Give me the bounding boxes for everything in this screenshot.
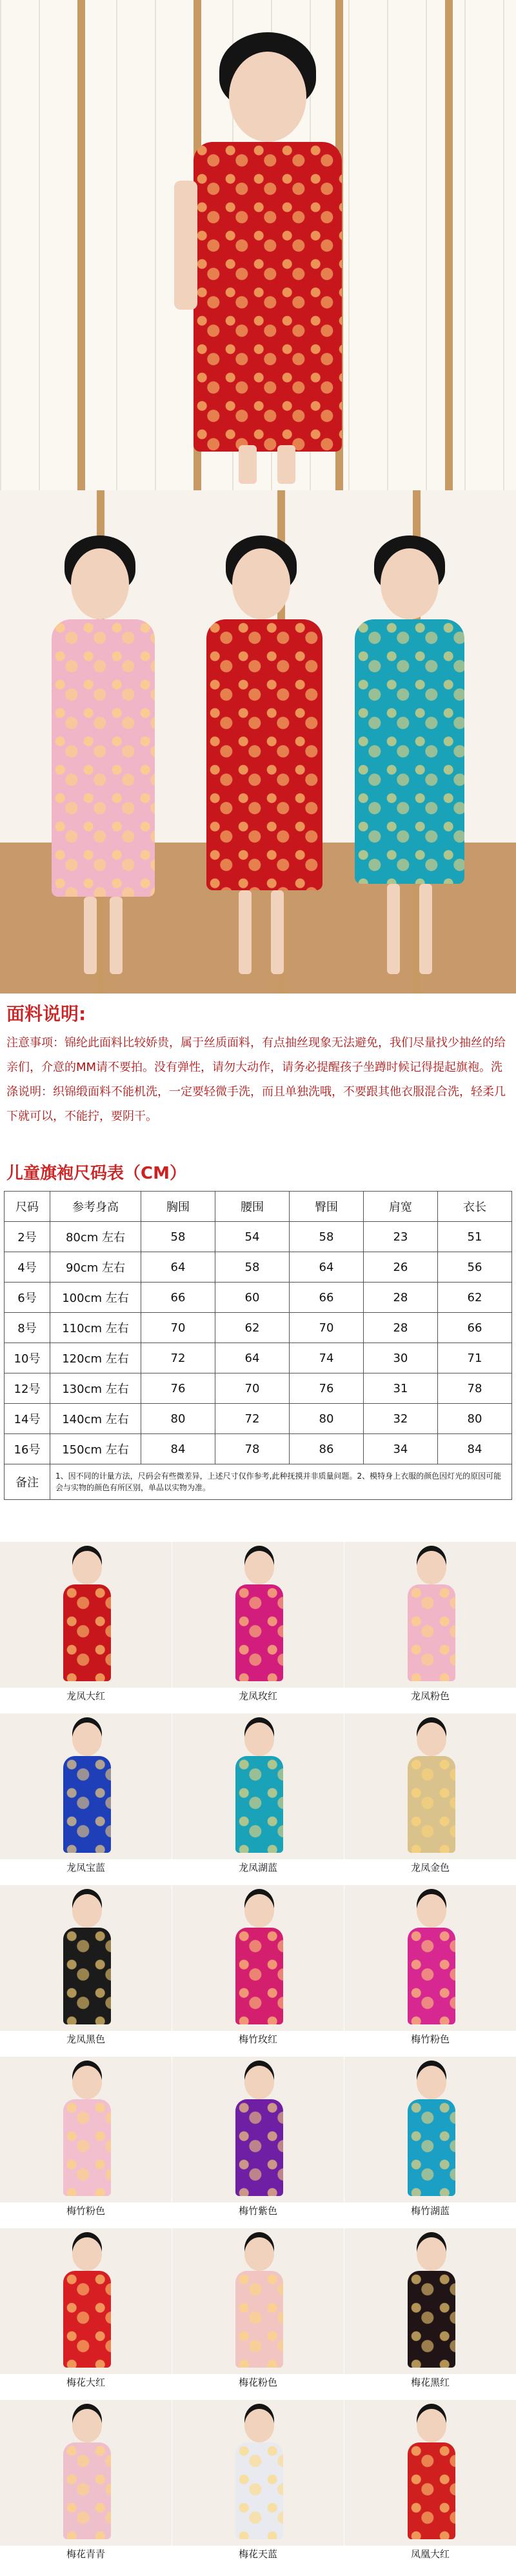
- variant-label: 梅竹紫色: [238, 2205, 277, 2217]
- variant-photo: [0, 2057, 172, 2202]
- variant-card[interactable]: [172, 1542, 344, 1713]
- header-hip: 臀围: [289, 1192, 363, 1222]
- variant-label: 梅花大红: [66, 2377, 105, 2388]
- table-cell: 100cm 左右: [50, 1283, 141, 1313]
- table-cell: 4号: [5, 1252, 50, 1283]
- hero-photo-single: [0, 0, 516, 490]
- table-cell: 26: [363, 1252, 437, 1283]
- variant-label: 梅竹玫红: [238, 2033, 277, 2045]
- table-cell: 140cm 左右: [50, 1404, 141, 1434]
- dress-swatch: [235, 1756, 283, 1853]
- table-cell: 76: [289, 1373, 363, 1404]
- variant-card[interactable]: [344, 1713, 516, 1885]
- model-girl: [402, 1894, 461, 2031]
- dress-swatch: [235, 2271, 283, 2368]
- variant-card[interactable]: [0, 1713, 172, 1885]
- table-cell: 2号: [5, 1222, 50, 1252]
- model-girl: [58, 2237, 116, 2374]
- variant-label: 梅竹粉色: [66, 2205, 105, 2217]
- model-girl: [230, 2237, 288, 2374]
- table-cell: 74: [289, 1343, 363, 1373]
- table-cell: 90cm 左右: [50, 1252, 141, 1283]
- model-girl-red: [194, 529, 335, 981]
- dress-swatch: [408, 1928, 455, 2024]
- table-cell: 80cm 左右: [50, 1222, 141, 1252]
- dress-swatch: [408, 2442, 455, 2539]
- model-girl-pink: [39, 529, 168, 981]
- model-girl: [230, 2409, 288, 2546]
- table-cell: 62: [437, 1283, 511, 1313]
- table-cell: 72: [141, 1343, 215, 1373]
- model-girl: [402, 1551, 461, 1688]
- remark-row: [5, 1464, 512, 1500]
- variant-label: 龙凤大红: [66, 1690, 105, 1702]
- table-cell: 66: [141, 1283, 215, 1313]
- dress-swatch: [408, 2099, 455, 2196]
- table-cell: 70: [141, 1313, 215, 1343]
- table-cell: 31: [363, 1373, 437, 1404]
- table-cell: 12号: [5, 1373, 50, 1404]
- fabric-title: 面料说明:: [6, 1003, 86, 1024]
- fabric-description: 注意事项：锦纶此面料比较娇贵，属于丝质面料，有点抽丝现象无法避免，我们尽量找少抽丝的给亲们，介意的MM请不要拍。没有弹性，请勿大动作，请务必提醒孩子坐蹲时候记得提起旗袍。洗涤说明：织锦缎面料不能机洗，一定要轻微手洗，而且单独洗哦，不要跟其他衣服混合洗，轻柔几下就可以，不能拧，要阴干。: [6, 1036, 506, 1123]
- table-cell: 84: [141, 1434, 215, 1464]
- model-girl: [402, 2066, 461, 2202]
- table-cell: 86: [289, 1434, 363, 1464]
- header-waist: 腰围: [215, 1192, 289, 1222]
- header-length: 衣长: [437, 1192, 511, 1222]
- variant-photo: [172, 1885, 344, 2031]
- variant-grid: [0, 1542, 516, 2576]
- table-cell: 23: [363, 1222, 437, 1252]
- table-cell: 30: [363, 1343, 437, 1373]
- dress-swatch: [235, 2442, 283, 2539]
- variant-label: 龙凤金色: [410, 1862, 450, 1873]
- model-girl: [58, 1894, 116, 2031]
- table-cell: 58: [141, 1222, 215, 1252]
- variant-photo: [0, 1713, 172, 1859]
- model-girl: [230, 1551, 288, 1688]
- variant-label: 龙凤湖蓝: [238, 1862, 277, 1873]
- table-cell: 34: [363, 1434, 437, 1464]
- variant-photo: [344, 1542, 516, 1688]
- header-height: 参考身高: [50, 1192, 141, 1222]
- table-cell: 150cm 左右: [50, 1434, 141, 1464]
- dress-swatch: [408, 2271, 455, 2368]
- model-girl: [58, 1551, 116, 1688]
- table-cell: 66: [437, 1313, 511, 1343]
- size-chart-title: 儿童旗袍尺码表（CM）: [6, 1164, 186, 1183]
- table-cell: 72: [215, 1404, 289, 1434]
- table-cell: 58: [215, 1252, 289, 1283]
- variant-card[interactable]: [0, 1542, 172, 1713]
- header-size: 尺码: [5, 1192, 50, 1222]
- header-chest: 胸围: [141, 1192, 215, 1222]
- dress-swatch: [408, 1584, 455, 1681]
- variant-card[interactable]: [0, 2228, 172, 2400]
- table-cell: 64: [289, 1252, 363, 1283]
- variant-photo: [344, 2400, 516, 2546]
- model-girl: [58, 1722, 116, 1859]
- table-cell: 10号: [5, 1343, 50, 1373]
- variant-photo: [0, 2400, 172, 2546]
- remark-text: 1、因不同的计量方法，尺码会有些微差异，上述尺寸仅作参考,此种抚摸并非质量问题。2、模特身上衣服的颜色因灯光的原因可能会与实物的颜色有所区别，单品以实物为准。: [50, 1464, 512, 1500]
- table-cell: 60: [215, 1283, 289, 1313]
- variant-photo: [0, 1542, 172, 1688]
- table-header-row: [5, 1192, 512, 1222]
- variant-label: 梅花青青: [66, 2548, 105, 2560]
- table-cell: 80: [437, 1404, 511, 1434]
- variant-label: 龙凤黑色: [66, 2033, 105, 2045]
- table-cell: 78: [437, 1373, 511, 1404]
- table-row: [5, 1283, 512, 1313]
- variant-card[interactable]: [172, 2057, 344, 2228]
- variant-photo: [172, 1713, 344, 1859]
- variant-photo: [344, 1885, 516, 2031]
- model-girl-blue: [342, 529, 484, 981]
- variant-card[interactable]: [344, 1542, 516, 1713]
- dress-swatch: [63, 1584, 111, 1681]
- table-cell: 28: [363, 1283, 437, 1313]
- table-cell: 70: [289, 1313, 363, 1343]
- variant-photo: [172, 1542, 344, 1688]
- variant-label: 梅花粉色: [238, 2377, 277, 2388]
- variant-label: 龙凤宝蓝: [66, 1862, 105, 1873]
- table-row: [5, 1252, 512, 1283]
- table-row: [5, 1373, 512, 1404]
- table-cell: 16号: [5, 1434, 50, 1464]
- model-girl: [230, 1722, 288, 1859]
- table-cell: 80: [141, 1404, 215, 1434]
- variant-photo: [0, 2228, 172, 2374]
- table-cell: 62: [215, 1313, 289, 1343]
- model-girl: [230, 1894, 288, 2031]
- variant-card[interactable]: [172, 1885, 344, 2057]
- variant-photo: [0, 1885, 172, 2031]
- table-cell: 6号: [5, 1283, 50, 1313]
- table-cell: 56: [437, 1252, 511, 1283]
- dress-swatch: [63, 2442, 111, 2539]
- size-chart-table: [4, 1191, 512, 1500]
- model-girl: [58, 2066, 116, 2202]
- variant-label: 梅竹湖蓝: [410, 2205, 450, 2217]
- variant-card[interactable]: [0, 2400, 172, 2571]
- variant-card[interactable]: [344, 1885, 516, 2057]
- variant-card[interactable]: [0, 2057, 172, 2228]
- variant-label: 梅花黑红: [410, 2377, 450, 2388]
- dress-swatch: [63, 2271, 111, 2368]
- table-cell: 120cm 左右: [50, 1343, 141, 1373]
- variant-card[interactable]: [344, 2057, 516, 2228]
- table-row: [5, 1434, 512, 1464]
- table-cell: 32: [363, 1404, 437, 1434]
- dress-swatch: [235, 2099, 283, 2196]
- table-cell: 58: [289, 1222, 363, 1252]
- model-girl: [168, 26, 374, 477]
- table-cell: 51: [437, 1222, 511, 1252]
- header-shoulder: 肩宽: [363, 1192, 437, 1222]
- variant-label: 凤凰大红: [410, 2548, 450, 2560]
- dress-swatch: [408, 1756, 455, 1853]
- dress-swatch: [63, 1756, 111, 1853]
- variant-card[interactable]: [344, 2228, 516, 2400]
- dress-swatch: [63, 1928, 111, 2024]
- variant-photo: [172, 2228, 344, 2374]
- table-cell: 28: [363, 1313, 437, 1343]
- variant-card[interactable]: [0, 1885, 172, 2057]
- product-info-section: [0, 993, 516, 1542]
- variant-photo: [344, 2228, 516, 2374]
- model-girl: [58, 2409, 116, 2546]
- table-cell: 71: [437, 1343, 511, 1373]
- hero-photo-trio: [0, 490, 516, 993]
- table-cell: 8号: [5, 1313, 50, 1343]
- variant-photo: [344, 1713, 516, 1859]
- dress-red: [194, 142, 342, 452]
- table-cell: 110cm 左右: [50, 1313, 141, 1343]
- variant-card[interactable]: [344, 2400, 516, 2571]
- table-cell: 64: [215, 1343, 289, 1373]
- variant-label: 龙凤玫红: [238, 1690, 277, 1702]
- table-cell: 64: [141, 1252, 215, 1283]
- table-row: [5, 1404, 512, 1434]
- table-cell: 76: [141, 1373, 215, 1404]
- table-cell: 70: [215, 1373, 289, 1404]
- table-row: [5, 1343, 512, 1373]
- dress-swatch: [63, 2099, 111, 2196]
- dress-swatch: [235, 1928, 283, 2024]
- model-girl: [402, 2409, 461, 2546]
- variant-card[interactable]: [172, 2400, 344, 2571]
- table-cell: 130cm 左右: [50, 1373, 141, 1404]
- model-girl: [402, 2237, 461, 2374]
- model-girl: [402, 1722, 461, 1859]
- table-cell: 80: [289, 1404, 363, 1434]
- table-cell: 14号: [5, 1404, 50, 1434]
- table-cell: 54: [215, 1222, 289, 1252]
- table-cell: 84: [437, 1434, 511, 1464]
- table-row: [5, 1222, 512, 1252]
- variant-photo: [172, 2057, 344, 2202]
- table-row: [5, 1313, 512, 1343]
- variant-label: 梅花天蓝: [238, 2548, 277, 2560]
- variant-photo: [344, 2057, 516, 2202]
- remark-label: 备注: [5, 1464, 50, 1500]
- variant-label: 龙凤粉色: [410, 1690, 450, 1702]
- table-cell: 66: [289, 1283, 363, 1313]
- dress-swatch: [235, 1584, 283, 1681]
- variant-label: 梅竹粉色: [410, 2033, 450, 2045]
- variant-card[interactable]: [172, 1713, 344, 1885]
- model-girl: [230, 2066, 288, 2202]
- variant-photo: [172, 2400, 344, 2546]
- table-cell: 78: [215, 1434, 289, 1464]
- variant-card[interactable]: [172, 2228, 344, 2400]
